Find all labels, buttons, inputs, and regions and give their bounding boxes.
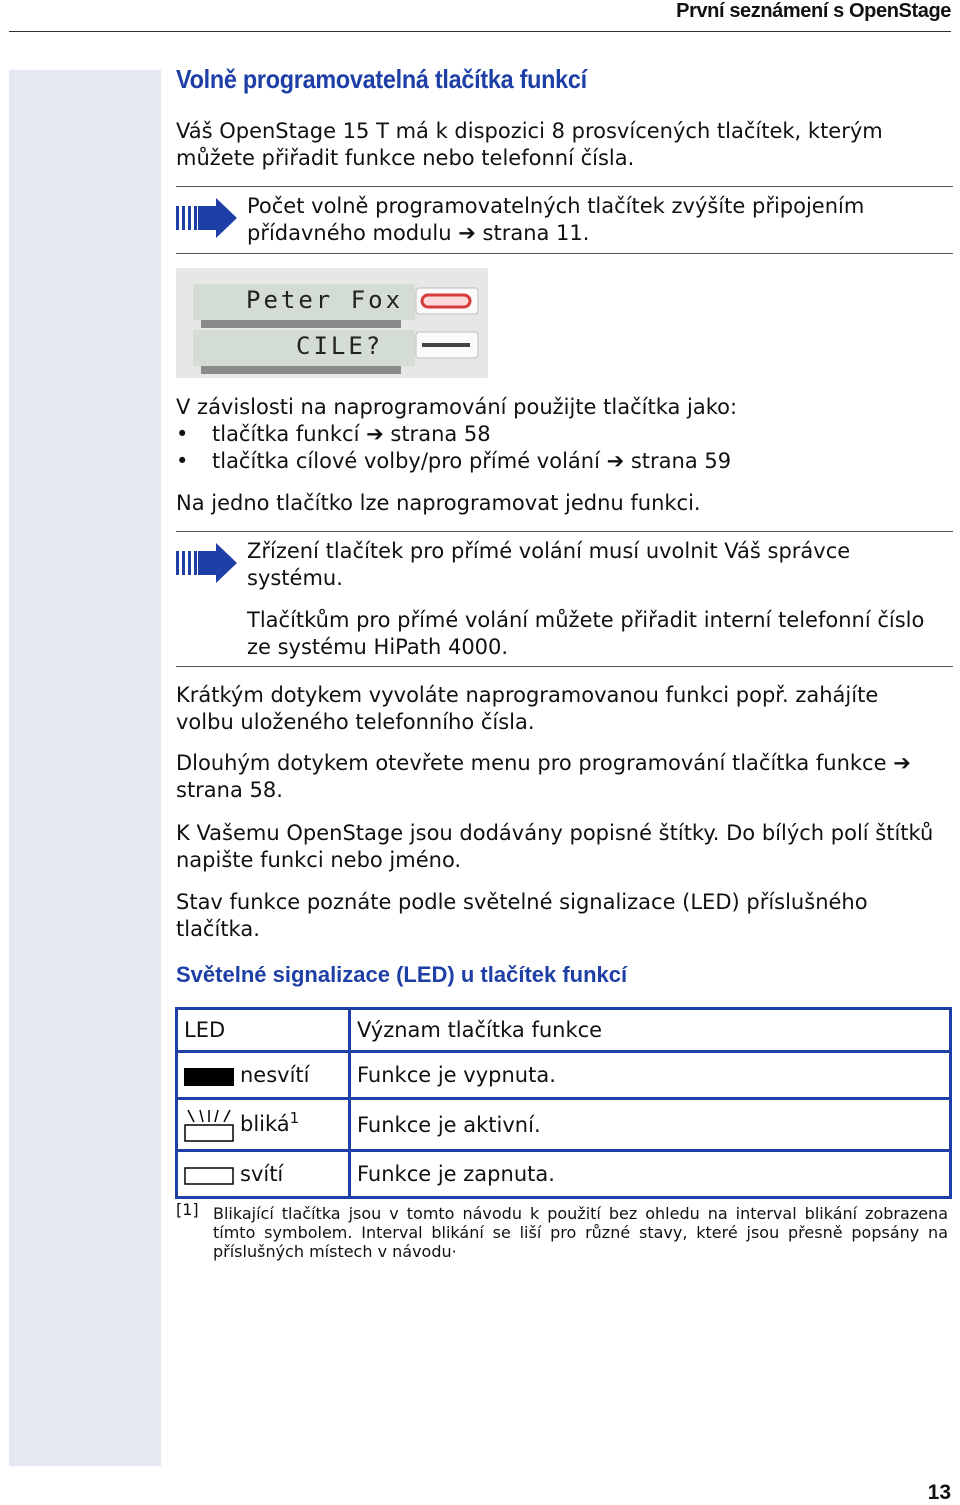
usage-intro: V závislosti na naprogramování použijte tlačítka jako: — [176, 395, 738, 419]
table-row — [177, 1151, 951, 1198]
note-text: Zřízení tlačítek pro přímé volání musí uvolnit Váš správce systému. — [247, 539, 851, 590]
led-state-cell — [177, 1052, 350, 1099]
footnote-ref: 1 — [289, 1108, 300, 1127]
note-bottom-rule — [176, 666, 953, 667]
display-line-2: CILE? — [296, 332, 384, 360]
status-paragraph: Stav funkce poznáte podle světelné signalizace (LED) příslušného tlačítka. — [176, 890, 868, 941]
led-off-icon — [184, 1065, 234, 1087]
led-meaning-cell: Funkce je zapnuta. — [357, 1162, 555, 1186]
short-press-paragraph: Krátkým dotykem vyvoláte naprogramovanou funkci popř. zahájíte volbu uloženého telefonního čísla. — [176, 683, 879, 734]
page-number: 13 — [927, 1481, 951, 1504]
note-top-rule — [176, 186, 953, 187]
note-text: Počet volně programovatelných tlačítek zvýšíte připojením přídavného modulu ➔ strana 11. — [247, 194, 865, 245]
bullet-text: tlačítka cílové volby/pro přímé volání ➔ strana 59 — [212, 449, 732, 473]
led-section-title: Světelné signalizace (LED) u tlačítek funkcí — [176, 962, 628, 987]
display-frame-graphic — [176, 268, 488, 378]
led-blink-icon — [184, 1108, 234, 1142]
table-row — [177, 1099, 951, 1151]
bullet-item — [176, 448, 731, 475]
bullet-text: tlačítka funkcí ➔ strana 58 — [212, 422, 491, 446]
one-function-paragraph: Na jedno tlačítko lze naprogramovat jednu funkci. — [176, 491, 701, 515]
page-header-title: První seznámení s OpenStage — [676, 0, 951, 22]
display-line-1: Peter Fox — [246, 286, 404, 314]
intro-paragraph: Váš OpenStage 15 T má k dispozici 8 prosvícených tlačítek, kterým můžete přiřadit funkce nebo telefonní čísla. — [176, 119, 883, 170]
note-bottom-rule — [176, 253, 953, 254]
left-margin-band — [9, 70, 161, 1466]
header-rule — [9, 31, 951, 32]
led-state-cell — [177, 1151, 350, 1198]
phone-display-illustration — [176, 268, 488, 378]
long-press-paragraph: Dlouhým dotykem otevřete menu pro programování tlačítka funkce ➔ strana 58. — [176, 751, 911, 802]
table-row — [177, 1052, 951, 1099]
table-header-led: LED — [177, 1009, 350, 1052]
note-top-rule — [176, 531, 953, 532]
led-table — [175, 1007, 952, 1199]
led-on-icon — [184, 1164, 234, 1186]
table-header-meaning: Význam tlačítka funkce — [357, 1018, 603, 1042]
bullet-dot: • — [176, 422, 189, 446]
footnote-mark: [1] — [176, 1200, 199, 1219]
section-title: Volně programovatelná tlačítka funkcí — [176, 64, 587, 94]
note-arrow-icon — [176, 541, 238, 585]
bullet-dot: • — [176, 449, 189, 473]
footnote-text: Blikající tlačítka jsou v tomto návodu k použití bez ohledu na interval blikání zobrazena tímto symbolem. Interval blikání se liší pro různé stavy, které jsou přesně popsány na příslušných místech v návodu· — [213, 1204, 948, 1261]
led-state-text: svítí — [240, 1162, 284, 1186]
table-header-row — [177, 1009, 951, 1052]
bullet-item — [176, 421, 491, 448]
labels-paragraph: K Vašemu OpenStage jsou dodávány popisné štítky. Do bílých polí štítků napište funkci nebo jméno. — [176, 821, 934, 872]
led-state-text: nesvítí — [240, 1063, 310, 1087]
note-arrow-icon — [176, 196, 238, 240]
led-state-cell — [177, 1099, 350, 1151]
led-state-text: bliká — [240, 1111, 290, 1136]
led-meaning-cell: Funkce je aktivní. — [357, 1112, 541, 1137]
note-text: Tlačítkům pro přímé volání můžete přiřadit interní telefonní číslo ze systému HiPath 4000. — [247, 608, 925, 659]
led-meaning-cell: Funkce je vypnuta. — [357, 1063, 556, 1087]
